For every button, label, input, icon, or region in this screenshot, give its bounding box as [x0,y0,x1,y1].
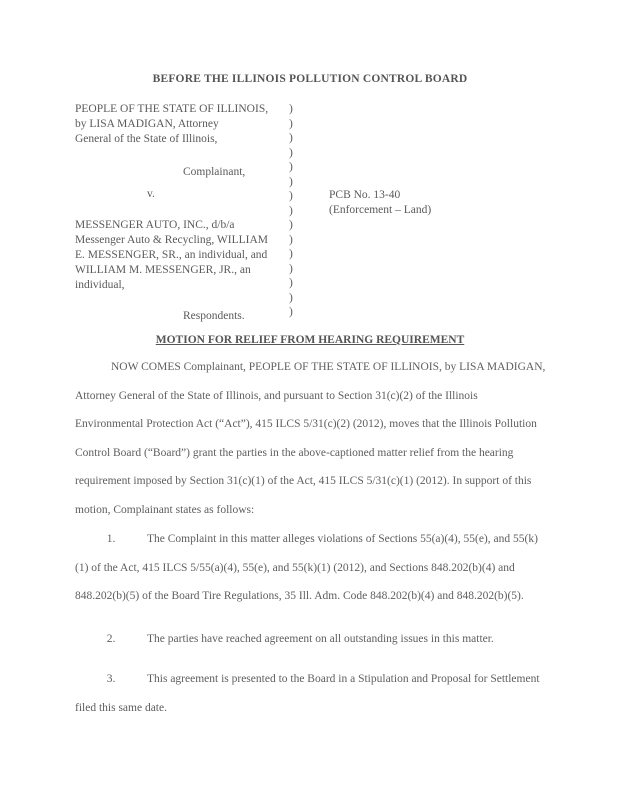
motion-title: MOTION FOR RELIEF FROM HEARING REQUIREMENT [155,334,465,346]
complainant-line: General of the State of Illinois, [75,133,218,145]
respondent-line: E. MESSENGER, SR., an individual, and [75,249,268,261]
item-number: 1. [106,533,116,545]
respondent-line: Messenger Auto & Recycling, WILLIAM [75,234,269,246]
case-number: PCB No. 13-40 [329,189,401,201]
item-text: This agreement is presented to the Board in a Stipulation and Proposal for Settlement filed this same date. [75,673,540,714]
item-number: 2. [106,633,116,645]
intro-paragraph: NOW COMES Complainant, PEOPLE OF THE STATE OF ILLINOIS, by LISA MADIGAN, Attorney General of the State of Illinois, and pursuant to Section 31(c)(2) of the Illinois Environmental Protection Act (“Act”), 415 ILCS 5/31(c)(2) (2012), moves that the Illinois Pollution Control Board (“Board”) grant the parties in the above-captioned matter relief from the hearing requirement imposed by Section 31(c)(1) of the Act, 415 ILCS 5/31(c)(1) (2012). In support of this motion, Complainant states as follows: [75,361,546,516]
item-number: 3. [106,673,116,685]
board-title: BEFORE THE ILLINOIS POLLUTION CONTROL BOARD [152,73,468,85]
numbered-item [75,525,547,611]
complainant-role: Complainant, [183,166,246,178]
versus-label: v. [147,188,155,200]
item-text: The Complaint in this matter alleges violations of Sections 55(a)(4), 55(e), and 55(k)(1) of the Act, 415 ILCS 5/55(a)(4), 55(e), and 55(k)(1) (2012), and Sections 848.202(b)(4) and 848.202(b)(5) of the Board Tire Regulations, 35 Ill. Adm. Code 848.202(b)(4) and 848.202(b)(5). [75,533,538,603]
respondent-block [75,218,268,293]
caption-brackets: ) ) ) ) ) ) ) ) ) ) ) ) ) ) ) [289,103,293,318]
complainant-line: by LISA MADIGAN, Attorney [75,118,219,130]
case-caption [75,102,545,324]
complainant-block [75,102,268,147]
numbered-item [75,665,547,722]
numbered-item [75,625,547,654]
complainant-line: PEOPLE OF THE STATE OF ILLINOIS, [75,103,269,115]
respondent-line: WILLIAM M. MESSENGER, JR., an [75,264,251,276]
case-number-block [329,188,431,218]
respondent-role: Respondents. [183,310,245,322]
item-text: The parties have reached agreement on all outstanding issues in this matter. [147,633,494,645]
respondent-line: MESSENGER AUTO, INC., d/b/a [75,219,235,231]
respondent-line: individual, [75,279,125,291]
case-type: (Enforcement – Land) [329,204,432,216]
